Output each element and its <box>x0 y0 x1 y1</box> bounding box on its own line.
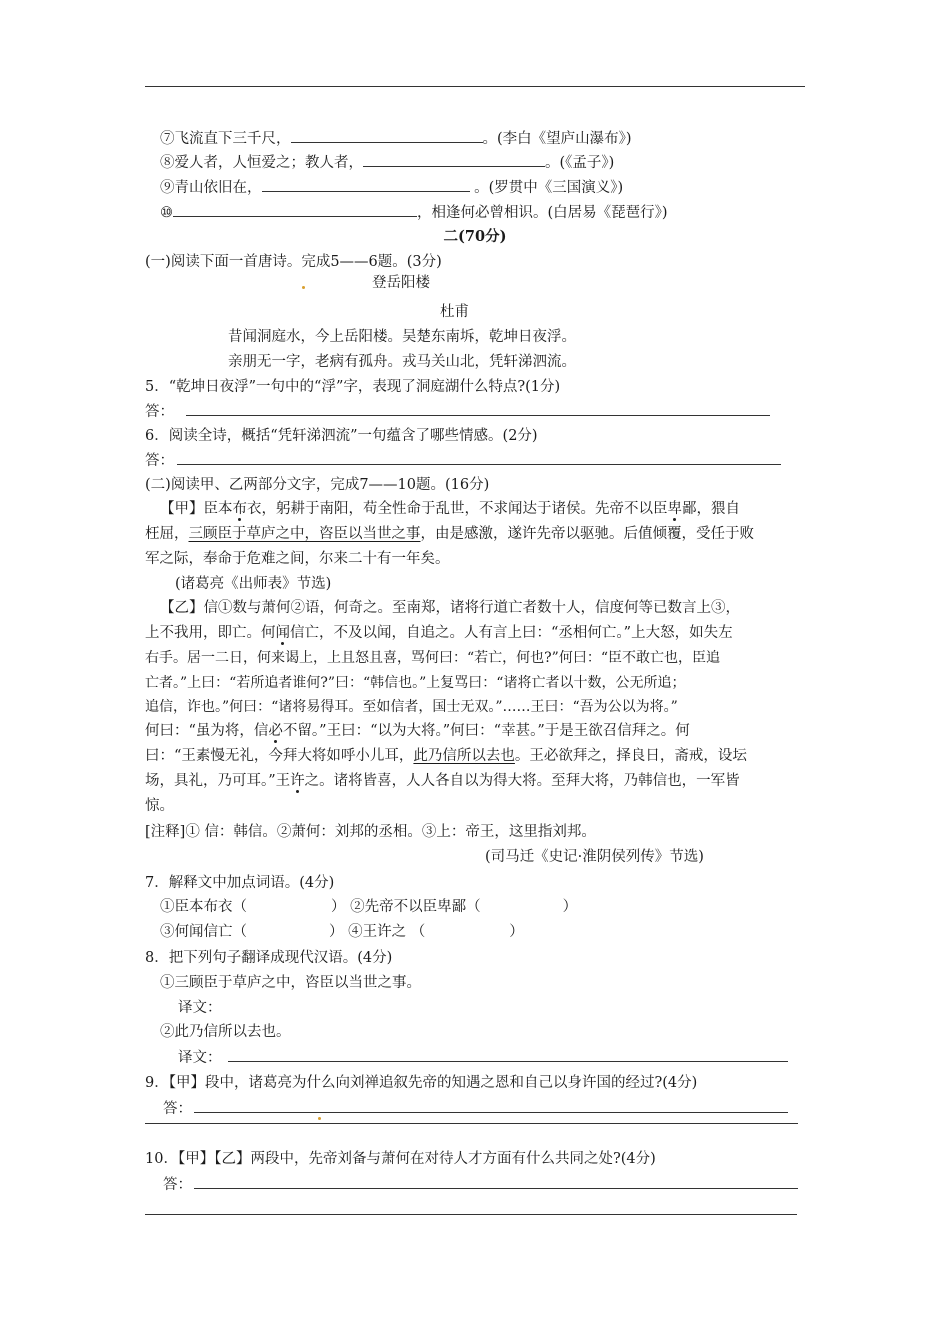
fill-blank[interactable] <box>363 152 545 167</box>
translation-label: 译文： <box>178 1000 222 1016</box>
answer-5 <box>145 401 770 422</box>
scan-speck <box>318 1117 321 1120</box>
scan-speck <box>302 286 305 289</box>
answer-6 <box>145 450 781 471</box>
yi-line-6 <box>145 721 690 741</box>
poem-line-2: 亲朋无一字，老病有孤舟。戎马关山北，凭轩涕泗流。 <box>228 354 576 370</box>
text: 臣本 <box>203 501 233 517</box>
text: 何曰：“虽为将，信 <box>145 723 269 739</box>
question-10: 10．【甲】【乙】两段中，先帝刘备与萧何在对待人才方面有什么共同之处?(4分) <box>145 1151 656 1167</box>
q7-item-1: ①臣本布衣（ <box>160 899 247 915</box>
yi-line-2 <box>145 623 733 643</box>
jia-line-1 <box>160 499 740 519</box>
question-7: 7．解释文中加点词语。(4分) <box>145 875 335 891</box>
yi-tag: 【乙】 <box>160 600 204 616</box>
answer-10-line[interactable] <box>194 1174 798 1189</box>
text: 衣，躬耕于南阳，苟全性命于乱世，不求闻达于诸侯。先帝不以臣 <box>247 501 668 517</box>
text: 不留。”王曰：“以为大将。”何曰：“幸甚。”于是王欲召信拜之。何 <box>282 723 690 739</box>
item-number: ⑩ <box>160 205 173 221</box>
answer-10 <box>163 1174 798 1195</box>
yi-line-4: 亡者。”上曰：“若所追者谁何?”曰：“韩信也。”上复骂曰：“诸将亡者以十数，公无所追； <box>145 675 686 691</box>
answer-label: 答： <box>163 1101 192 1117</box>
dotted-word: 许 <box>290 773 305 789</box>
fill-before: 青山依旧在， <box>174 180 262 196</box>
text: 曰：“王素慢无礼，今拜大将如呼小儿耳， <box>145 748 414 764</box>
fill-before: 爱人者，人恒爱之；教人者， <box>174 155 363 171</box>
text: 。王必欲拜之，择良日，斋戒，设坛 <box>514 748 747 764</box>
q8-translation-1 <box>178 998 222 1018</box>
fill-item-8 <box>160 152 614 173</box>
paren: ） <box>509 924 524 940</box>
poem-title: 登岳阳楼 <box>372 275 430 291</box>
part2-intro: (二)阅读甲、乙两部分文字，完成7——10题。(16分) <box>145 477 490 493</box>
fill-item-7 <box>160 128 632 149</box>
answer-label: 答： <box>145 453 174 469</box>
q7-item-4: ） ④王许之 （ <box>329 924 426 940</box>
poem-author: 杜甫 <box>440 304 469 320</box>
top-rule <box>145 86 805 87</box>
q8-translation-2 <box>178 1047 788 1068</box>
dotted-word: 闻 <box>275 625 290 641</box>
yi-line-3: 右手。居一二日，何来谒上，上且怒且喜，骂何曰：“若亡，何也?”何曰：“臣不敢亡也，臣追 <box>145 650 720 666</box>
yi-line-5: 追信，诈也。”何曰：“诸将易得耳。至如信者，国士无双。”……王曰：“吾为公以为将。” <box>145 699 678 715</box>
text: ，由是感激，遂许先帝以驱驰。后值倾覆，受任于败 <box>420 526 754 542</box>
fill-after: 。(《孟子》) <box>545 155 615 171</box>
yi-line-1 <box>160 598 740 618</box>
q7-row-2 <box>160 922 524 942</box>
translation-2-line[interactable] <box>228 1047 788 1062</box>
answer-label: 答： <box>163 1177 192 1193</box>
question-8: 8．把下列句子翻译成现代汉语。(4分) <box>145 950 393 966</box>
text: 上不我用，即亡。何 <box>145 625 276 641</box>
text: 信亡，不及以闻，自追之。人有言上曰：“丞相何亡。”上大怒，如失左 <box>290 625 733 641</box>
jia-line-3: 军之际，奉命于危难之间，尔来二十有一年矣。 <box>145 551 450 567</box>
answer-6-line[interactable] <box>177 450 781 465</box>
answer-9-line[interactable] <box>194 1098 788 1113</box>
jia-line-2 <box>145 524 754 544</box>
notes: [注释]① 信：韩信。②萧何：刘邦的丞相。③上：帝王，这里指刘邦。 <box>145 824 596 840</box>
text: 枉屈， <box>145 526 189 542</box>
q7-row-1 <box>160 897 577 917</box>
text: 鄙，猥自 <box>682 501 740 517</box>
fill-after: ，相逢何必曾相识。(白居易《琵琶行》) <box>417 205 668 221</box>
fill-blank[interactable] <box>262 177 470 192</box>
jia-source: (诸葛亮《出师表》节选) <box>175 576 332 592</box>
fill-blank[interactable] <box>173 202 417 217</box>
answer-5-line[interactable] <box>186 401 770 416</box>
section-title: 二(70分) <box>443 228 507 245</box>
q7-item-3: ③何闻信亡（ <box>160 924 247 940</box>
text: 信①数与萧何②语，何奇之。至南郑，诸将行道亡者数十人，信度何等已数言上③， <box>203 600 740 616</box>
dotted-word: 卑 <box>667 501 682 517</box>
q8-sentence-1: ①三顾臣于草庐之中，咨臣以当世之事。 <box>160 975 421 991</box>
underlined-sentence: 三顾臣于草庐之中，咨臣以当世之事 <box>188 526 421 542</box>
fill-after: 。(李白《望庐山瀑布》) <box>482 131 632 147</box>
fill-blank[interactable] <box>291 128 483 143</box>
underlined-sentence: 此乃信所以去也 <box>413 748 515 764</box>
yi-line-8 <box>145 771 740 791</box>
yi-line-9: 惊。 <box>145 798 174 814</box>
fill-after: 。(罗贯中《三国演义》) <box>469 180 624 196</box>
dotted-word: 布 <box>232 501 247 517</box>
item-number: ⑧ <box>160 155 175 171</box>
text: 之。诸将皆喜，人人各自以为得大将。至拜大将，乃韩信也，一军皆 <box>304 773 740 789</box>
fill-item-9 <box>160 177 623 198</box>
poem-line-1: 昔闻洞庭水，今上岳阳楼。吴楚东南坼，乾坤日夜浮。 <box>228 329 576 345</box>
fill-before: 飞流直下三千尺， <box>174 131 291 147</box>
item-number: ⑨ <box>160 180 175 196</box>
jia-tag: 【甲】 <box>160 501 204 517</box>
item-number: ⑦ <box>160 131 175 147</box>
answer-9 <box>163 1098 788 1119</box>
answer-10-rule <box>145 1214 797 1215</box>
yi-source: (司马迁《史记·淮阴侯列传》节选) <box>485 849 704 865</box>
text: 场，具礼，乃可耳。”王 <box>145 773 291 789</box>
part1-intro: (一)阅读下面一首唐诗。完成5——6题。(3分) <box>145 254 442 270</box>
yi-line-7 <box>145 746 747 766</box>
question-5: 5．“乾坤日夜浮”一句中的“浮”字，表现了洞庭湖什么特点?(1分) <box>145 379 561 395</box>
question-9: 9．【甲】段中，诸葛亮为什么向刘禅追叙先帝的知遇之恩和自己以身许国的经过?(4分) <box>145 1075 698 1091</box>
q7-item-2: ） ②先帝不以臣卑鄙（ <box>331 899 481 915</box>
answer-9-rule <box>145 1123 798 1124</box>
answer-label: 答： <box>145 404 174 420</box>
fill-item-10 <box>160 202 668 223</box>
dotted-word: 必 <box>268 723 283 739</box>
question-6: 6．阅读全诗，概括“凭轩涕泗流”一句蕴含了哪些情感。(2分) <box>145 428 538 444</box>
q8-sentence-2: ②此乃信所以去也。 <box>160 1024 291 1040</box>
paren: ） <box>562 899 578 915</box>
translation-label: 译文： <box>178 1050 222 1066</box>
